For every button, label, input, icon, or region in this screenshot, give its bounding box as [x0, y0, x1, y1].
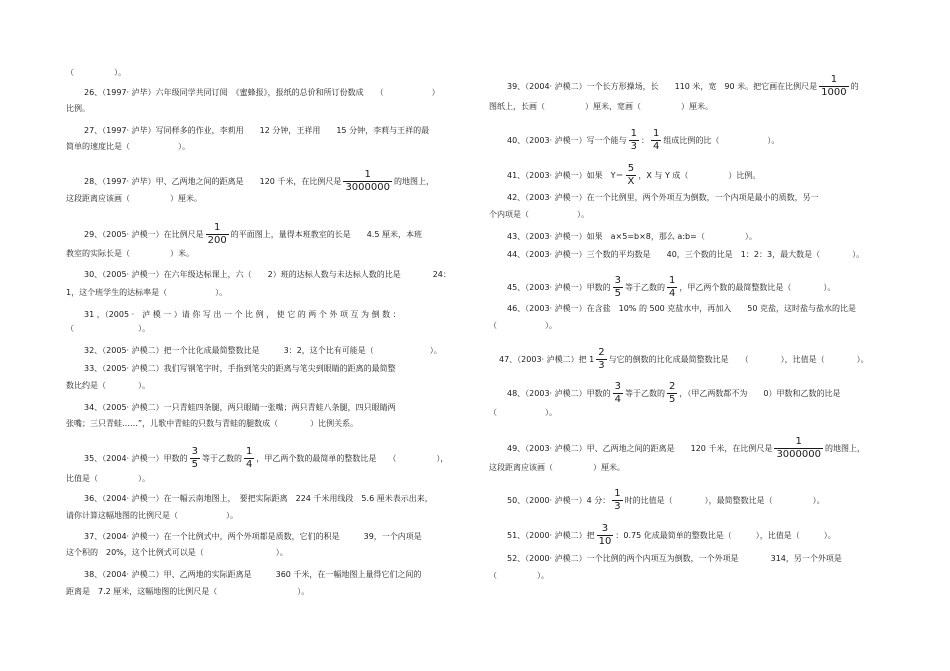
question-text: 距离是 7.2 厘米，这幅地图的比例尺是（ ）。 — [66, 587, 310, 596]
fraction-denominator: 4 — [669, 288, 676, 299]
fraction — [343, 170, 392, 193]
fraction-denominator: 200 — [207, 235, 227, 246]
question-line — [66, 67, 126, 78]
question-line — [507, 249, 864, 260]
question-text: 46、（2003· 泸模一）在含盐 10% 的 500 克盐水中，再加入 50 克盐，这时盐与盐水的比是 — [507, 304, 857, 313]
fraction-numerator: 3 — [614, 381, 621, 392]
fraction — [819, 75, 848, 98]
question-text: 28、（1997· 泸毕）甲、乙两地之间的距离是 120 千米，在比例尺是 — [84, 177, 342, 186]
question-text: ： — [641, 136, 649, 145]
fraction-denominator: 4 — [614, 394, 621, 405]
question-line — [489, 101, 713, 112]
question-text: 的地图上， — [393, 177, 434, 186]
question-text: （ ）。 — [489, 321, 557, 330]
question-text: 等于乙数的 — [625, 389, 665, 398]
fraction-denominator: X — [627, 176, 635, 187]
fraction-numerator: 1 — [669, 275, 676, 286]
question-text: ，甲乙两个数的最简整数比是（ ）。 — [679, 283, 836, 292]
fraction — [244, 447, 254, 470]
fraction-numerator: 3 — [191, 446, 198, 457]
fraction — [667, 382, 677, 405]
question-text: ，X 与 Y 成（ ）比例。 — [638, 171, 761, 180]
question-line — [84, 363, 396, 374]
fraction-numerator: 2 — [669, 381, 676, 392]
fraction — [190, 447, 200, 470]
question-text: 30、（2005· 泸模一）在六年级达标课上，六（ 2）班的达标人数与未达标人数的比是 24： — [84, 270, 451, 279]
fraction-denominator: 5 — [614, 288, 621, 299]
question-line — [507, 488, 825, 512]
fraction-numerator: 1 — [630, 128, 637, 139]
fraction-numerator: 3 — [597, 524, 614, 536]
question-line — [84, 309, 401, 320]
question-text: ，甲乙两个数的最简单的整数比是 （ ）， — [256, 454, 449, 463]
question-line — [84, 222, 422, 246]
question-text: （ ）。 — [489, 571, 549, 580]
fraction — [597, 524, 614, 547]
fraction-numerator: 1 — [246, 446, 253, 457]
fraction — [774, 437, 823, 460]
question-line — [507, 381, 841, 405]
question-text: 37、（2004· 泸模一）在一个比例式中，两个外项都是质数，它们的积是 39，一个内项是 — [84, 532, 422, 541]
question-line — [507, 74, 859, 98]
question-line — [66, 287, 227, 298]
fraction — [667, 276, 677, 299]
question-line — [66, 586, 309, 597]
question-text: 35、（2004· 泸模一）甲数的 — [84, 454, 188, 463]
fraction — [206, 223, 229, 246]
fraction-denominator: 5 — [191, 459, 198, 470]
question-text: 34、（2005· 泸模二）一只青蛙四条腿，两只眼睛一张嘴；两只青蛙八条腿，四只眼睛两 — [84, 403, 396, 412]
question-line — [84, 531, 422, 542]
question-line — [84, 446, 449, 470]
fraction — [596, 348, 606, 371]
question-text: 47、（2003· 泸模二）把 1 — [499, 355, 595, 364]
question-line — [66, 103, 90, 114]
question-line — [66, 193, 202, 204]
question-text: 等于乙数的 — [202, 454, 242, 463]
question-text: 图纸上，长画（ ）厘米，宽画（ ）厘米。 — [489, 102, 713, 111]
question-line — [489, 570, 549, 581]
question-line — [489, 462, 625, 473]
fraction — [612, 489, 622, 512]
question-text: 等于乙数的 — [625, 283, 665, 292]
question-line — [84, 269, 451, 280]
question-line — [507, 523, 836, 547]
question-line — [66, 510, 238, 521]
question-line — [507, 303, 856, 314]
question-text: 这段距离应该画（ ）厘米。 — [489, 463, 625, 472]
question-line — [507, 192, 819, 203]
question-text: 52、（2000· 泸模二）一个比例的两个内项互为倒数，一个外项是 314，另一个外项是 — [507, 554, 842, 563]
fraction-numerator: 3 — [614, 275, 621, 286]
question-text: 38、（2004· 泸模二）甲、乙两地的实际距离是 360 千米，在一幅地图上量得它们之间的 — [84, 570, 422, 579]
question-text: 33、（2005· 泸模二）我们写钢笔字时，手指到笔尖的距离与笔尖到眼睛的距离的最简整 — [84, 364, 396, 373]
question-line — [66, 547, 288, 558]
question-text: 45、（2003· 泸模一）甲数的 — [507, 283, 611, 292]
question-text: 时的比值是（ ），最简整数比是（ ）。 — [624, 496, 825, 505]
question-text: 43、（2003· 泸模一）如果 a×5=b×8，那么 a:b=（ ）。 — [507, 232, 757, 241]
question-text: 40、（2003· 泸模一）写一个能与 — [507, 136, 627, 145]
question-text: 31 ，（2005 · 泸 模 一 ）请 你 写 出 一 个 比 例 ， 使 它 的 两 个 外 项 互 为 倒 数 ： — [84, 310, 401, 319]
fraction-denominator: 3 — [614, 501, 621, 512]
fraction-denominator: 3 — [598, 360, 605, 371]
question-text: 29、（2005· 泸模一）在比例尺是 — [84, 230, 204, 239]
question-text: 与它的倒数的比化成最简整数比是 （ ），比值是（ ）。 — [608, 355, 869, 364]
question-text: 简单的速度比是（ ）。 — [66, 142, 190, 151]
question-line — [489, 209, 589, 220]
question-line — [507, 275, 836, 299]
question-line — [84, 345, 442, 356]
question-text: 51、（2000· 泸模二）把 — [507, 531, 595, 540]
fraction-numerator: 1 — [343, 170, 392, 182]
fraction — [626, 164, 637, 187]
fraction-numerator: 5 — [626, 164, 637, 176]
fraction-denominator: 4 — [653, 141, 660, 152]
fraction — [613, 382, 623, 405]
fraction-numerator: 1 — [819, 75, 848, 87]
question-text: 36、（2004· 泸模一）在一幅云南地图上， 要把实际距离 224 千米用线段 5.6 厘米表示出来， — [84, 494, 433, 503]
question-line — [507, 436, 865, 460]
question-text: ：0.75 化成最简单的整数比是（ ），比值是（ ）。 — [615, 531, 836, 540]
fraction-numerator: 1 — [614, 488, 621, 499]
question-text: 的平面图上，量得本班教室的长是 4.5 厘米，本班 — [230, 230, 422, 239]
question-text: 的地图上， — [824, 444, 865, 453]
question-line — [84, 169, 434, 193]
question-text: 张嘴；三只青蛙……”，儿歌中青蛙的只数与青蛙的腿数成（ ）比例关系。 — [66, 419, 359, 428]
question-line — [84, 402, 396, 413]
question-text: 42、（2003· 泸模一）在一个比例里，两个外项互为倒数，一个内项是最小的质数，另一 — [507, 193, 819, 202]
question-line — [66, 418, 358, 429]
question-text: 个内项是（ ）。 — [489, 210, 589, 219]
question-text: 的 — [850, 82, 859, 91]
question-text: 41、（2003· 泸模一）如果 Y＝ — [507, 171, 624, 180]
fraction-denominator: 1000 — [821, 87, 847, 98]
question-text: 比例。 — [66, 104, 90, 113]
question-line — [84, 125, 429, 136]
fraction-numerator: 2 — [598, 347, 605, 358]
fraction — [629, 129, 639, 152]
fraction-denominator: 3000000 — [345, 182, 390, 193]
question-text: 这个积的 20%，这个比例式可以是（ ）。 — [66, 548, 288, 557]
question-line — [489, 320, 557, 331]
question-line — [66, 248, 194, 259]
question-text: 50、（2000· 泸模一）4 分： — [507, 496, 611, 505]
question-line — [84, 87, 440, 98]
question-line — [66, 323, 150, 334]
fraction-denominator: 5 — [669, 394, 676, 405]
fraction-numerator: 1 — [653, 128, 660, 139]
question-line — [84, 493, 433, 504]
question-text: 教室的实际长是（ ）米。 — [66, 249, 194, 258]
question-line — [66, 380, 150, 391]
question-line — [507, 553, 842, 564]
question-text: 数比约是（ ）。 — [66, 381, 150, 390]
question-line — [507, 163, 761, 187]
question-text: 44、（2003· 泸模一）三个数的平均数是 40，三个数的比是 1：2：3，最大数是（ ）。 — [507, 250, 865, 259]
fraction-numerator: 1 — [206, 223, 229, 235]
question-text: 49、（2003· 泸模二）甲、乙两地之间的距离是 120 千米，在比例尺是 — [507, 444, 773, 453]
fraction-denominator: 10 — [598, 536, 612, 547]
fraction-denominator: 4 — [246, 459, 253, 470]
question-text: 比值是（ ）。 — [66, 474, 150, 483]
question-line — [66, 141, 190, 152]
question-line — [489, 407, 557, 418]
fraction-numerator: 1 — [774, 437, 823, 449]
fraction-denominator: 3000000 — [776, 449, 821, 460]
question-text: ，（甲乙两数都不为 0）甲数和乙数的比是 — [679, 389, 841, 398]
question-text: 1，这个班学生的达标率是（ ）。 — [66, 288, 228, 297]
question-text: 组成比例的比（ ）。 — [663, 136, 780, 145]
question-text: 27、（1997· 泸毕）写同样多的作业，李莉用 12 分钟，王祥用 15 分钟，李莉与王祥的最 — [84, 126, 430, 135]
question-line — [84, 569, 421, 580]
question-text: 请你计算这幅地图的比例尺是（ ）。 — [66, 511, 238, 520]
question-text: （ ）。 — [66, 324, 150, 333]
question-text: 48、（2003· 泸模二）甲数的 — [507, 389, 611, 398]
question-text: 26、（1997· 泸毕）六年级同学共同订阅 《蜜蜂报》，报纸的总价和所订份数成 （ ） — [84, 88, 440, 97]
question-text: 39、（2004· 泸模二）一个长方形操场，长 110 米，宽 90 米。把它画在比例尺是 — [507, 82, 818, 91]
fraction-denominator: 3 — [630, 141, 637, 152]
question-text: 这段距离应该画（ ）厘米。 — [66, 194, 202, 203]
question-line — [66, 473, 150, 484]
question-line — [507, 231, 757, 242]
question-text: （ ）。 — [489, 408, 557, 417]
question-text: 32、（2005· 泸模二）把一个比化成最简整数比是 3：2，这个比有可能是（ ）。 — [84, 346, 442, 355]
question-line — [499, 347, 869, 371]
fraction — [613, 276, 623, 299]
fraction — [651, 129, 661, 152]
question-text: （ ）。 — [66, 68, 126, 77]
question-line — [507, 128, 780, 152]
